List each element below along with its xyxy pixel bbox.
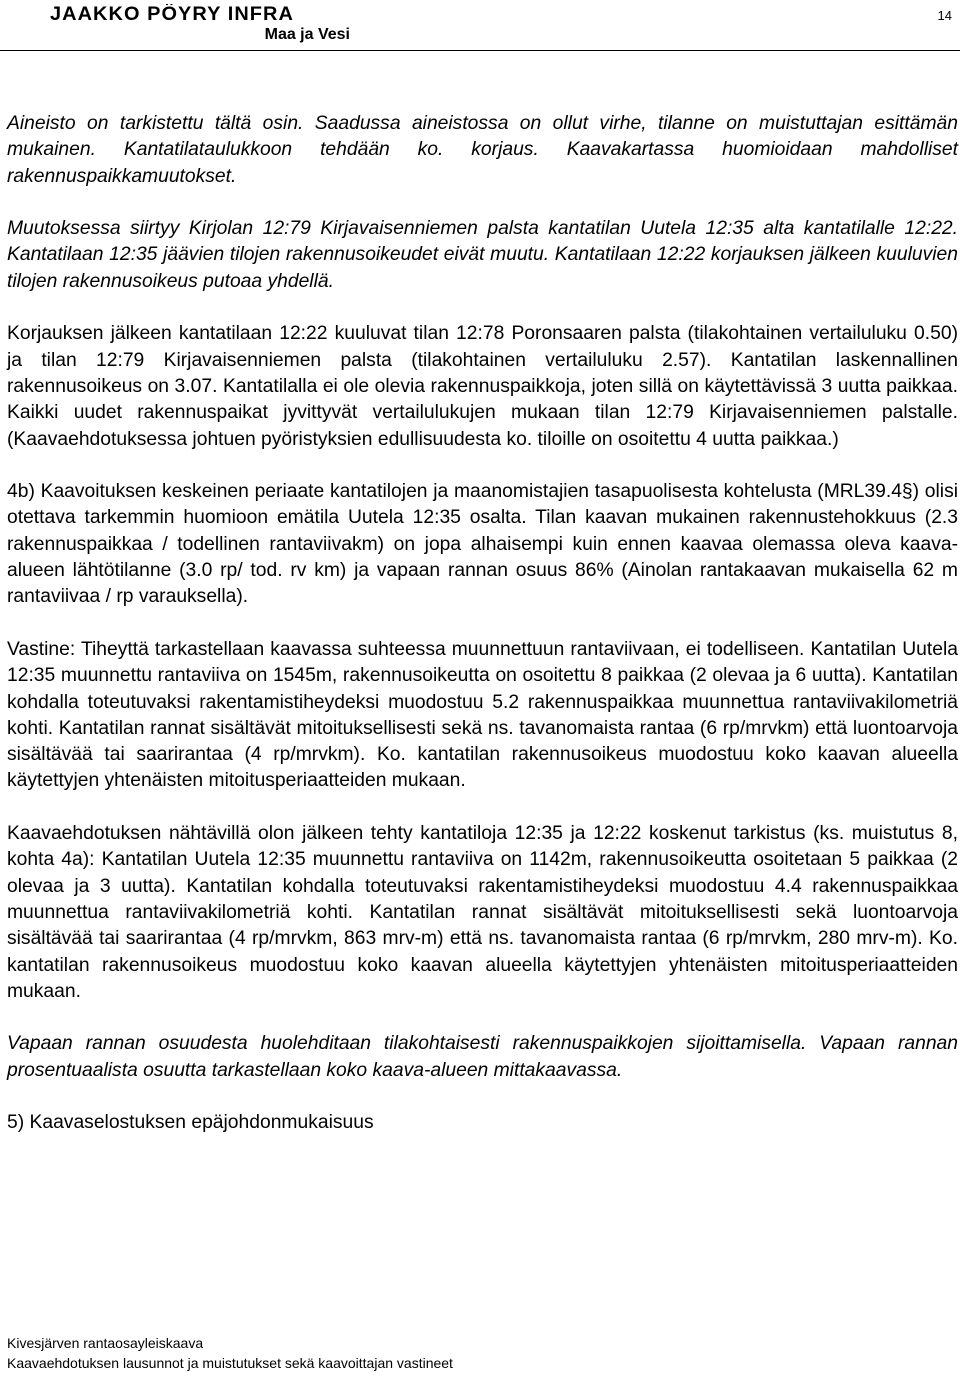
paragraph-objection-4b: 4b) Kaavoituksen keskeinen periaate kantatilojen ja maanomistajien tasapuolisesta kohtelusta (MRL39.4§) olisi otettava tarkemmin huomioon emätila Uutela 12:35 osalta. Tilan kaavan mukainen rakennustehokkuus (2.3 rakennuspaikkaa / todellinen rantaviivakm) on jopa alhaisempi kuin ennen kaavaa olemassa oleva kaava-alueen lähtötilanne (3.0 rp/ tod. rv km) ja vapaan rannan osuus 86% (Ainolan rantakaavan mukaisella 62 m rantaviivaa / rp varauksella). [7, 481, 958, 608]
logo-company-name: JAAKKO PÖYRY INFRA [50, 4, 294, 25]
header-divider [0, 50, 960, 51]
section-heading-5: 5) Kaavaselostuksen epäjohdonmukaisuus [7, 1112, 374, 1134]
company-logo [50, 4, 350, 48]
paragraph-response-vastine: Vastine: Tiheyttä tarkastellaan kaavassa suhteessa muunnettuun rantaviivaan, ei todelliseen. Kantatilan Uutela 12:35 muunnettu rantaviiva on 1545m, rakennusoikeutta on osoitettu 8 paikkaa (2 olevaa ja 6 uutta). Kantatilan kohdalla toteutuvaksi rakentamistiheydeksi muodostuu 5.2 rakennuspaikkaa muunnettua rantaviivakilometriä kohti. Kantatilan rannat sisältävät mitoituksellisesti sekä ns. tavanomaista rantaa (6 rp/mrvkm) että luontoarvoja sisältävää tai saarirantaa (4 rp/mrvkm). Ko. kantatilan rakennusoikeus muodostuu koko kaavan alueella käytettyjen yhtenäisten mitoitusperiaatteiden mukaan. [7, 638, 958, 792]
paragraph-correction-details: Korjauksen jälkeen kantatilaan 12:22 kuuluvat tilan 12:78 Poronsaaren palsta (tilakohtainen vertailuluku 0.50) ja tilan 12:79 Kirjavaisenniemen palsta (tilakohtainen vertailuluku 2.57). Kantatilan laskennallinen rakennusoikeus on 3.07. Kantatilalla ei ole olevia rakennuspaikkoja, joten sillä on käytettävissä 3 uutta paikkaa. Kaikki uudet rakennuspaikat jyvittyvät vertailulukujen mukaan tilan 12:79 Kirjavaisenniemen palstalle. (Kaavaehdotuksessa johtuen pyöristyksien edullisuudesta ko. tiloille on osoitettu 4 uutta paikkaa.) [7, 323, 958, 450]
document-body [7, 111, 958, 1137]
logo-division-name: Maa ja Vesi [264, 26, 350, 43]
page-number: 14 [937, 8, 952, 23]
paragraph-revision-note: Kaavaehdotuksen nähtävillä olon jälkeen tehty kantatiloja 12:35 ja 12:22 koskenut tarkistus (ks. muistutus 8, kohta 4a): Kantatilan Uutela 12:35 muunnettu rantaviiva on 1142m, rakennusoikeutta osoitetaan 5 paikkaa (2 olevaa ja 3 uutta). Kantatilan kohdalla toteutuvaksi rakentamistiheydeksi muodostuu 4.4 rakennuspaikkaa muunnettua rantaviivakilometriä kohti. Kantatilan rannat sisältävät mitoituksellisesti sekä luontoarvoja sisältävää tai saarirantaa (4 rp/mrvkm, 863 mrv-m) että ns. tavanomaista rantaa (6 rp/mrvkm, 280 mrv-m). Ko. kantatilan rakennusoikeus muodostuu koko kaavan alueella käytettyjen yhtenäisten mitoitusperiaatteiden mukaan. [7, 823, 958, 1002]
paragraph-response-check: Aineisto on tarkistettu tältä osin. Saadussa aineistossa on ollut virhe, tilanne on muistuttajan esittämän mukainen. Kantatilataulukkoon tehdään ko. korjaus. Kaavakartassa huomioidaan mahdolliset rakennuspaikkamuutokset. [7, 113, 958, 187]
footer-plan-name: Kivesjärven rantaosayleiskaava [7, 1335, 204, 1351]
footer-document-title: Kaavaehdotuksen lausunnot ja muistutukset sekä kaavoittajan vastineet [7, 1355, 453, 1371]
paragraph-free-shore: Vapaan rannan osuudesta huolehditaan tilakohtaisesti rakennuspaikkojen sijoittamisella. Vapaan rannan prosentuaalista osuutta tarkastellaan koko kaava-alueen mittakaavassa. [7, 1033, 958, 1081]
page-footer [7, 1333, 453, 1373]
paragraph-change-description: Muutoksessa siirtyy Kirjolan 12:79 Kirjavaisenniemen palsta kantatilan Uutela 12:35 alta kantatilalle 12:22. Kantatilaan 12:35 jäävien tilojen rakennusoikeudet eivät muutu. Kantatilaan 12:22 korjauksen jälkeen kuuluvien tilojen rakennusoikeus putoaa yhdellä. [7, 218, 958, 292]
